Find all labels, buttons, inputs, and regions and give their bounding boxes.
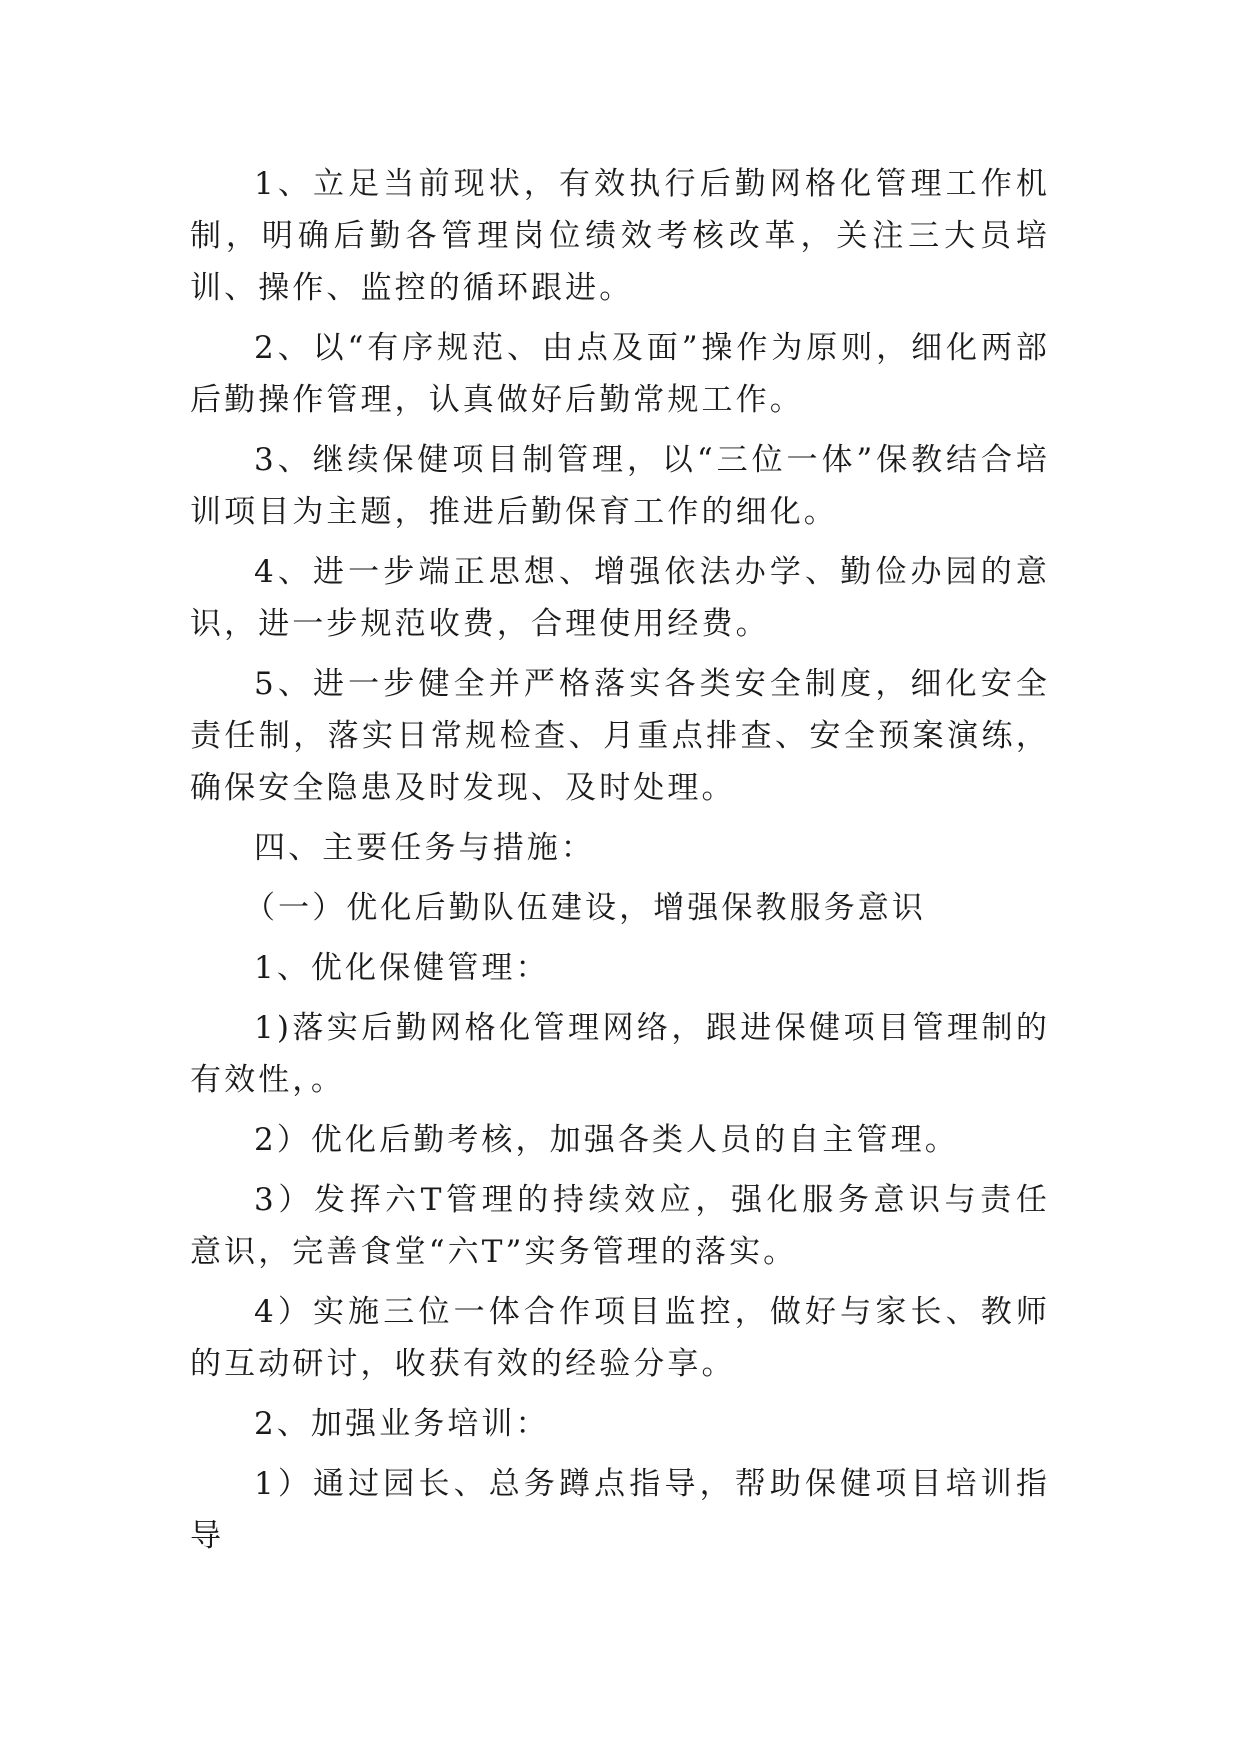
subsection-heading-team: （一）优化后勤队伍建设，增强保教服务意识 [244, 890, 926, 926]
section-heading-tasks: 四、主要任务与措施： [254, 830, 595, 866]
list-item-training-1: 1）通过园长、总务蹲点指导，帮助保健项目培训指导 [190, 1466, 1050, 1554]
list-item-health-3: 3）发挥六T管理的持续效应，强化服务意识与责任意识，完善食堂“六T”实务管理的落实。 [190, 1182, 1050, 1270]
paragraph-item-5: 5、进一步健全并严格落实各类安全制度，细化安全责任制，落实日常规检查、月重点排查、安全预案演练，确保安全隐患及时发现、及时处理。 [190, 666, 1050, 806]
paragraph-item-4: 4、进一步端正思想、增强依法办学、勤俭办园的意识，进一步规范收费，合理使用经费。 [190, 554, 1050, 642]
list-item-health-1: 1)落实后勤网格化管理网络，跟进保健项目管理制的有效性，。 [190, 1010, 1050, 1098]
paragraph-item-2: 2、以“有序规范、由点及面”操作为原则，细化两部后勤操作管理，认真做好后勤常规工作。 [190, 330, 1050, 418]
list-item-health-2: 2）优化后勤考核，加强各类人员的自主管理。 [254, 1122, 959, 1158]
paragraph-item-3: 3、继续保健项目制管理，以“三位一体”保教结合培训项目为主题，推进后勤保育工作的细化。 [190, 442, 1050, 530]
list-heading-training: 2、加强业务培训： [254, 1406, 550, 1442]
paragraph-item-1: 1、立足当前现状，有效执行后勤网格化管理工作机制，明确后勤各管理岗位绩效考核改革，关注三大员培训、操作、监控的循环跟进。 [190, 166, 1050, 306]
list-item-health-4: 4）实施三位一体合作项目监控，做好与家长、教师的互动研讨，收获有效的经验分享。 [190, 1294, 1050, 1382]
list-heading-health: 1、优化保健管理： [254, 950, 550, 986]
document-page [190, 158, 1050, 1570]
